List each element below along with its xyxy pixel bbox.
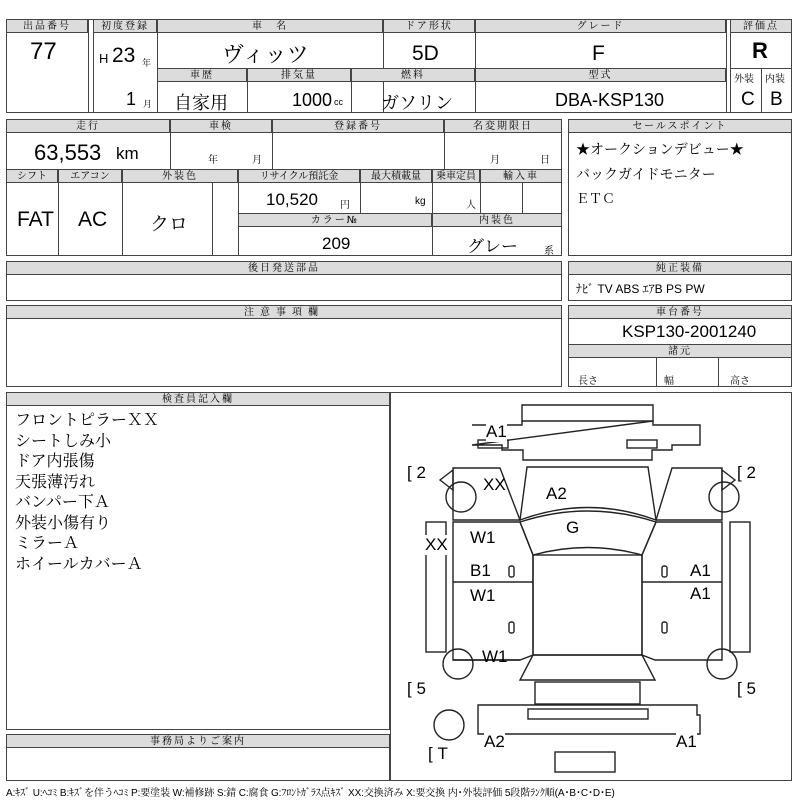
door-label: ドア形状: [383, 19, 475, 33]
first-reg-year: 23: [112, 44, 136, 67]
displacement-label: 排気量: [247, 68, 351, 82]
sales-points-label: セールスポイント: [568, 119, 792, 133]
left-front-handle: [509, 566, 514, 577]
ac: AC: [78, 208, 108, 231]
load-unit: kg: [415, 196, 426, 207]
mileage-unit: km: [116, 144, 139, 163]
grade: F: [592, 42, 605, 65]
mark-windshield: G: [566, 518, 580, 537]
spare-wheel: [434, 710, 464, 740]
inspector-line: バンパー下Ａ: [15, 492, 110, 511]
right-mirror: [722, 470, 735, 490]
left-mirror: [440, 470, 453, 490]
reg-month: 1: [126, 89, 137, 109]
mark-right-front-door: A1: [690, 561, 711, 580]
office-label: 事務局よりご案内: [6, 734, 390, 748]
shift-label: シフト: [6, 169, 58, 183]
windshield-shape: [520, 511, 656, 555]
trunk-shape: [535, 682, 640, 704]
door-type: 5D: [412, 42, 439, 65]
wheel-front-right: [709, 482, 739, 512]
dim-height: 高さ: [730, 376, 750, 387]
displacement-unit: cc: [334, 97, 343, 107]
dim-length: 長さ: [578, 376, 598, 387]
interior-color-unit: 系: [544, 246, 554, 257]
name-change-day-unit: 日: [540, 155, 550, 166]
history-label: 車歴: [157, 68, 247, 82]
exterior-label: 外装: [734, 74, 754, 85]
right-front-handle: [662, 566, 667, 577]
right-rear-handle: [662, 622, 667, 633]
recycle-fee: 10,520: [266, 190, 318, 209]
car-diagram: [390, 392, 792, 781]
color-no: 209: [322, 234, 351, 253]
lot-no-label: 出品番号: [6, 19, 88, 33]
inspector-notes: [15, 410, 159, 574]
mark-left-sill: B1: [470, 561, 491, 580]
inspector-line: ドア内張傷: [15, 451, 95, 470]
mileage: 63,553: [34, 140, 102, 165]
inspection-label: 車検: [170, 119, 272, 133]
capacity-label: 乗車定員: [432, 169, 480, 183]
import-label: 輸入車: [480, 169, 562, 183]
reg-month-unit: 月: [143, 99, 153, 109]
wheel-front-left: [446, 482, 476, 512]
rear-lamp-left: [555, 752, 615, 772]
name-change-month-unit: 月: [490, 155, 500, 166]
right-front-fender: [656, 468, 722, 520]
equipment-list: ﾅﾋﾞ TV ABS ｴｱB PS PW: [576, 282, 705, 296]
inspection-year-unit: 年: [208, 155, 218, 166]
inspector-line: フロントピラーＸＸ: [15, 410, 160, 429]
interior-label: 内装: [765, 74, 785, 85]
interior-grade: B: [770, 89, 783, 110]
grade-label: グレード: [475, 19, 726, 33]
color-no-label: カラー№: [238, 213, 432, 227]
exterior-grade: C: [741, 89, 755, 110]
fuel-label: 燃料: [351, 68, 475, 82]
first-reg-era: H: [99, 51, 109, 66]
mark-left-rear-fender: W1: [482, 647, 508, 666]
rear-bumper-strip: [528, 709, 648, 719]
hood-shape: [520, 467, 656, 520]
mark-left-rear-door: W1: [470, 586, 496, 605]
interior-color-label: 内装色: [432, 213, 562, 227]
rear-window-shape: [520, 655, 655, 680]
lot-number: 77: [30, 38, 57, 65]
tyre-rear-right: [ 5: [737, 679, 756, 698]
car-name: ヴィッツ: [222, 42, 309, 67]
history: 自家用: [174, 93, 228, 113]
mark-left-front-door: W1: [470, 528, 496, 547]
inspector-line: ホイールカバーＡ: [15, 553, 143, 573]
front-bumper-right-notch: [627, 440, 657, 448]
car-name-label: 車 名: [157, 19, 383, 33]
later-parts-label: 後日発送部品: [6, 261, 562, 275]
tyre-front-left: [ 2: [407, 463, 426, 482]
dimensions-label: 諸元: [568, 344, 792, 358]
left-rear-handle: [509, 622, 514, 633]
recycle-unit: 円: [340, 200, 350, 211]
front-bumper-shape: [522, 405, 653, 421]
mark-hood: A2: [546, 484, 567, 503]
inspector-label: 検査員記入欄: [6, 392, 390, 406]
first-reg-year-unit: 年: [142, 58, 152, 68]
reg-no-label: 登録番号: [272, 119, 444, 133]
inspector-line: 天張薄汚れ: [15, 471, 96, 491]
mark-front-bumper: A1: [486, 422, 507, 441]
mark-rear-bumper-left: A2: [484, 732, 505, 751]
dim-width: 幅: [664, 376, 674, 387]
mark-left-pillar: XX: [425, 535, 448, 554]
ac-label: エアコン: [58, 169, 122, 183]
inspector-line: 外装小傷有り: [15, 512, 112, 532]
displacement: 1000: [292, 90, 333, 110]
shift: FAT: [17, 208, 54, 231]
chassis-label: 車台番号: [568, 305, 792, 319]
tyre-rear-left: [ 5: [407, 679, 426, 698]
load-label: 最大積載量: [360, 169, 432, 183]
sales-point-2: バックガイドモニター: [576, 166, 716, 182]
fuel: ガソリン: [381, 93, 453, 113]
wheel-rear-left: [443, 649, 473, 679]
mark-rear-bumper-right: A1: [676, 732, 697, 751]
right-sill-shape: [730, 522, 750, 652]
model-label: 型式: [475, 68, 726, 82]
tyre-spare: [ T: [428, 744, 448, 763]
inspector-line: シートしみ小: [15, 430, 112, 450]
legend: A:ｷｽﾞ U:ﾍｺﾐ B:ｷｽﾞを伴うﾍｺﾐ P:要塗装 W:補修跡 S:錆 C:腐食 G:ﾌﾛﾝﾄｶﾞﾗｽ点ｷｽﾞ XX:交換済み X:要交換 内･外装評価 5段階ﾗﾝｸ順(A･B･C･D･E): [6, 788, 615, 799]
score: R: [752, 38, 768, 63]
sales-point-3: ＥＴＣ: [576, 191, 616, 206]
first-reg-label: 初度登録: [93, 19, 157, 33]
tyre-front-right: [ 2: [737, 463, 756, 482]
name-change-label: 名変期限日: [444, 119, 562, 133]
mark-left-fender: XX: [483, 475, 506, 494]
equipment-label: 純正装備: [568, 261, 792, 275]
interior-color: グレー: [467, 237, 518, 256]
chassis-number: KSP130-2001240: [622, 322, 757, 341]
mark-right-rear-door: A1: [690, 584, 711, 603]
exterior-color: クロ: [150, 214, 189, 235]
inspection-month-unit: 月: [252, 155, 262, 166]
color-label: 外装色: [122, 169, 238, 183]
score-label: 評価点: [730, 19, 792, 33]
mileage-label: 走行: [6, 119, 170, 133]
inspector-line: ミラーＡ: [15, 533, 80, 552]
sales-point-1: ★オークションデビュー★: [576, 141, 744, 157]
capacity-unit: 人: [466, 200, 476, 211]
roof-shape: [533, 555, 642, 655]
notes-label: 注意事項欄: [6, 305, 562, 319]
recycle-label: リサイクル預託金: [238, 169, 360, 183]
model: DBA-KSP130: [555, 90, 665, 110]
